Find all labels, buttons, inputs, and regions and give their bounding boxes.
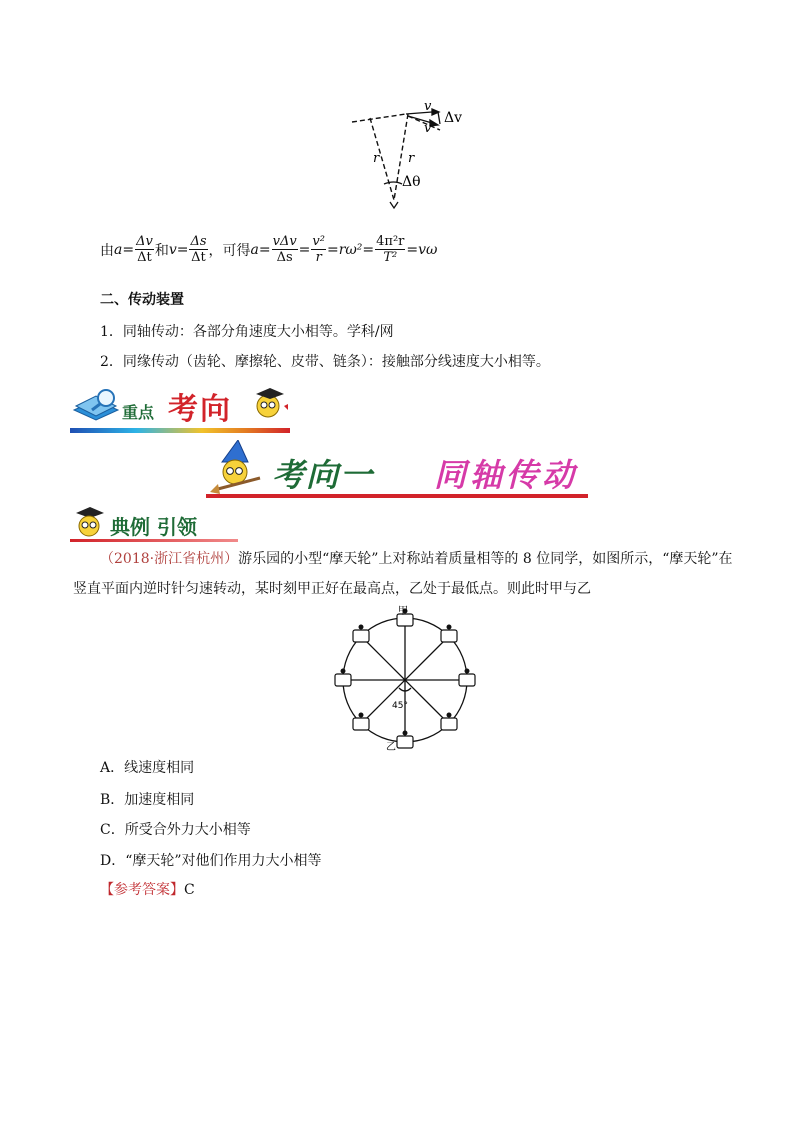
fraction-denominator: Δs bbox=[276, 250, 293, 265]
banner-typical-example bbox=[70, 503, 240, 545]
fraction-denominator: Δt bbox=[137, 250, 152, 265]
vector-delta-v-label: Δv bbox=[444, 110, 463, 126]
banner-direction-right-text: 同轴传动 bbox=[434, 456, 579, 494]
banner-typical-underline bbox=[70, 539, 238, 542]
question-text-1: 游乐园的小型“摩天轮”上对称站着质量相等的 8 位同学，如图所示，“摩天轮”在 bbox=[238, 551, 733, 567]
option-c: C．所受合外力大小相等 bbox=[100, 822, 251, 838]
banner-key-directions bbox=[70, 378, 292, 436]
mascot-wizard-icon bbox=[208, 440, 266, 496]
fraction-dv-dt bbox=[135, 234, 154, 265]
formula-v-lhs: v= bbox=[168, 241, 189, 258]
banner-typical-text: 典例 引领 bbox=[110, 515, 197, 539]
reference-answer bbox=[100, 881, 195, 899]
formula-a1-lhs: a= bbox=[114, 241, 135, 258]
mascot-graduate-icon bbox=[250, 384, 290, 422]
banner-key-underline bbox=[70, 428, 290, 433]
fraction-denominator: r bbox=[315, 250, 322, 265]
fraction-numerator: v² bbox=[312, 234, 325, 249]
banner-direction-left-text: 考向一 bbox=[272, 456, 375, 494]
formula-and: 和 bbox=[154, 242, 169, 259]
radius-right-label: r bbox=[408, 151, 415, 166]
option-b: B．加速度相同 bbox=[100, 792, 195, 808]
banner-direction-one bbox=[206, 440, 590, 502]
question-line-2: 竖直平面内逆时针匀速转动，某时刻甲正好在最高点，乙处于最低点。则此时甲与乙 bbox=[73, 581, 591, 597]
fraction-vdv-ds bbox=[272, 234, 298, 265]
fraction-denominator: Δt bbox=[191, 250, 206, 265]
ferris-wheel-figure bbox=[330, 604, 480, 752]
wheel-angle-label: 45° bbox=[392, 701, 408, 711]
answer-value: C bbox=[184, 882, 195, 898]
formula-eq2: =rω²= bbox=[326, 241, 375, 258]
wheel-top-label: 甲 bbox=[398, 606, 408, 617]
radius-left-label: r bbox=[373, 151, 380, 166]
books-icon bbox=[70, 386, 122, 424]
fraction-v2-r bbox=[311, 234, 326, 265]
fraction-4pi2r-t2 bbox=[375, 234, 405, 265]
formula-prefix: 由 bbox=[100, 242, 114, 259]
question-source: （2018·浙江省杭州） bbox=[100, 551, 239, 567]
banner-key-small-text: 重点 bbox=[122, 403, 155, 422]
fraction-numerator: vΔv bbox=[272, 234, 297, 249]
answer-label: 【参考答案】 bbox=[100, 882, 184, 898]
formula-eq1: = bbox=[298, 241, 311, 258]
option-d: D．“摩天轮”对他们作用力大小相等 bbox=[100, 853, 322, 869]
fraction-ds-dt bbox=[189, 234, 207, 265]
vector-v-bottom-label: v bbox=[424, 121, 432, 136]
banner-key-big-text: 考向 bbox=[168, 392, 232, 427]
formula-comma: ，可得 bbox=[208, 242, 251, 259]
question-line-1 bbox=[100, 550, 733, 568]
fraction-numerator: 4π²r bbox=[376, 234, 405, 249]
section-title-transmission: 二、传动装置 bbox=[100, 292, 184, 308]
fraction-denominator: T² bbox=[383, 250, 398, 265]
banner-direction-underline bbox=[206, 494, 588, 498]
velocity-vector-diagram bbox=[340, 100, 480, 215]
fraction-numerator: Δv bbox=[136, 234, 153, 249]
mascot-graduate-small-icon bbox=[70, 503, 108, 541]
formula-a2-lhs: a= bbox=[250, 241, 271, 258]
centripetal-formula bbox=[100, 234, 437, 265]
wheel-bottom-label: 乙 bbox=[386, 742, 396, 752]
option-a: A．线速度相同 bbox=[100, 760, 195, 776]
section-item-coaxial: 1．同轴传动：各部分角速度大小相等。学科/网 bbox=[100, 324, 394, 340]
formula-eq3: =vω bbox=[406, 241, 438, 258]
delta-theta-label: Δθ bbox=[402, 174, 421, 190]
vector-v-top-label: v bbox=[424, 100, 432, 114]
fraction-numerator: Δs bbox=[190, 234, 207, 249]
section-item-same-edge: 2．同缘传动（齿轮、摩擦轮、皮带、链条）：接触部分线速度大小相等。 bbox=[100, 354, 550, 370]
